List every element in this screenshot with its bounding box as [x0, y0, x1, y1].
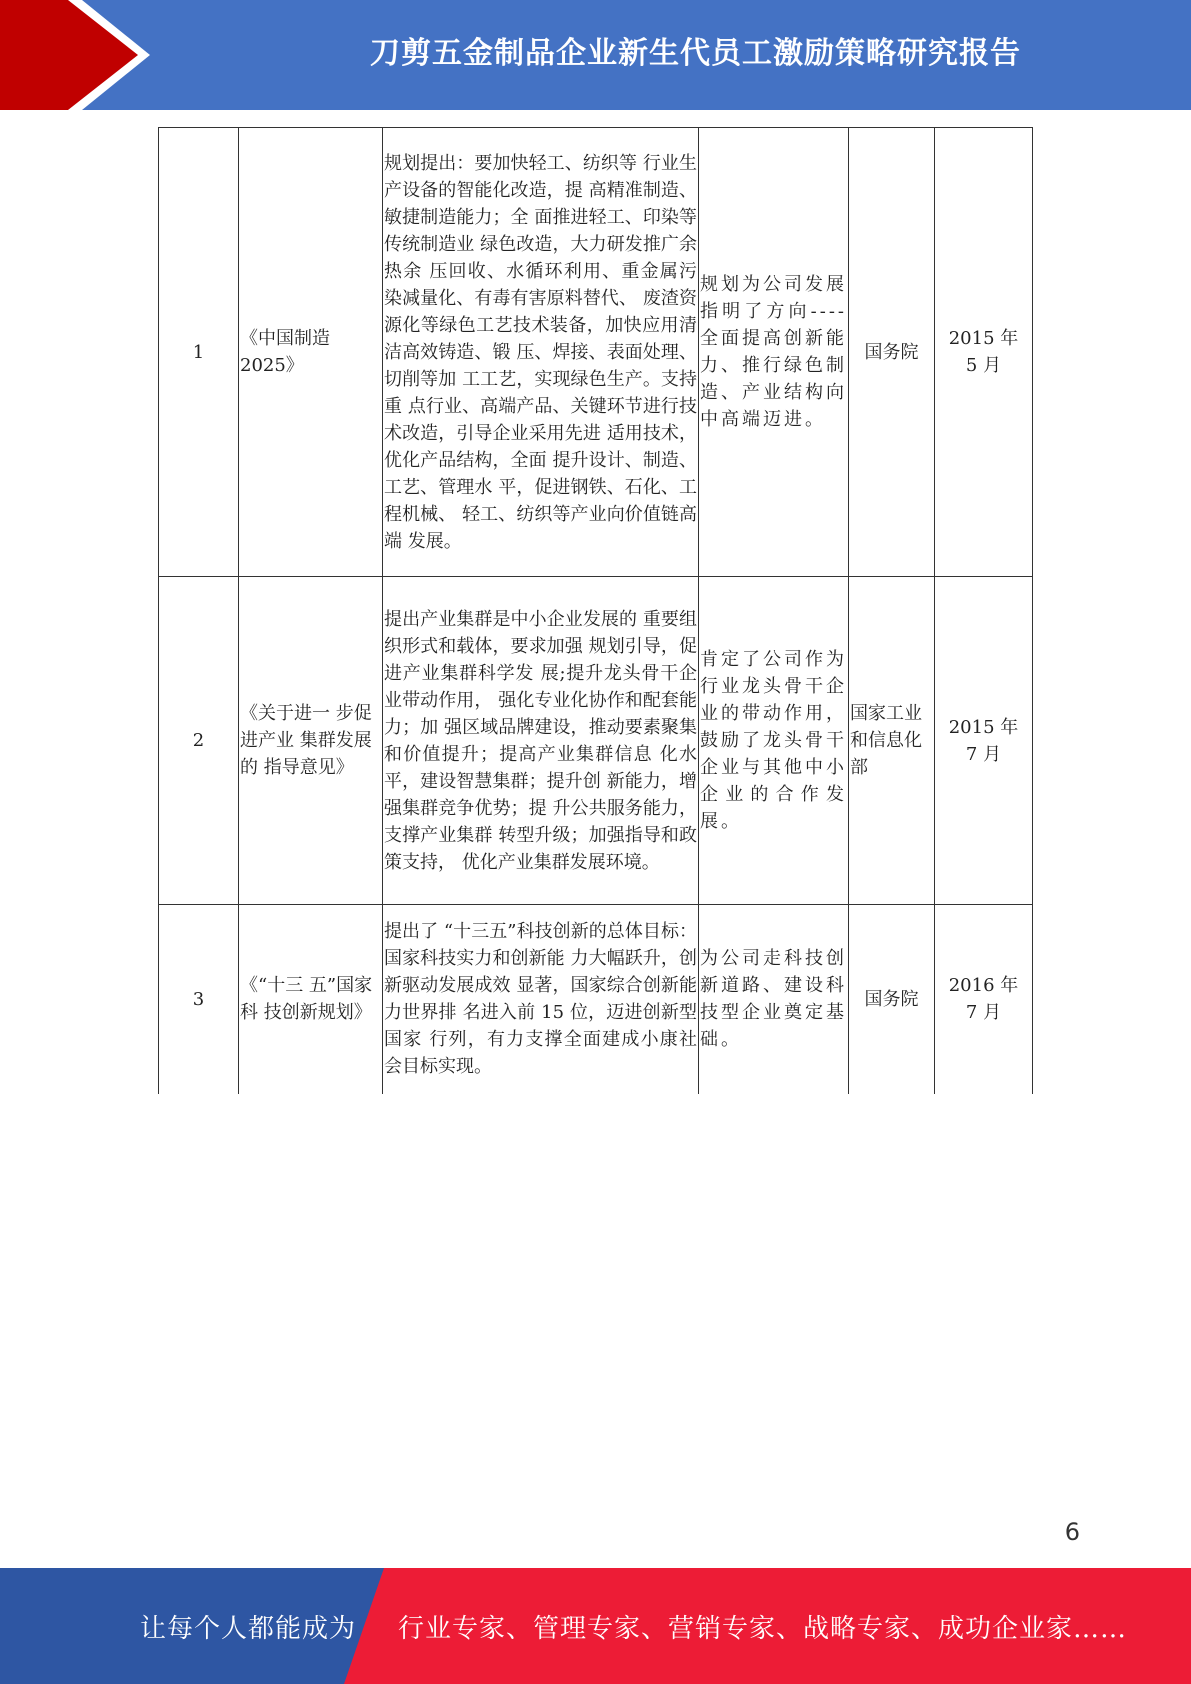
page-header — [0, 0, 1191, 110]
policy-date-year: 2015 年 — [948, 328, 1019, 349]
table-row — [159, 128, 1033, 577]
header-chevron-red — [0, 0, 138, 110]
policy-impact: 肯定了公司作为行业龙头骨干企业的带动作用，鼓励了龙头骨干企业与其他中小企业的合作发 展。 — [699, 577, 849, 905]
policy-date-month: 5 月 — [965, 355, 1002, 376]
footer-slogan-right: 行业专家、管理专家、营销专家、战略专家、成功企业家…… — [398, 1614, 1128, 1644]
page-number: 6 — [1064, 1518, 1080, 1546]
table-row — [159, 905, 1033, 1094]
table-row — [159, 577, 1033, 905]
policy-date-year: 2016 年 — [948, 975, 1019, 997]
document-title: 刀剪五金制品企业新生代员工激励策略研究报告 — [370, 36, 1021, 71]
policy-name: 《关于进一 步促进产业 集群发展的 指导意见》 — [239, 577, 383, 905]
footer-slogan-left: 让每个人都能成为 — [140, 1614, 357, 1644]
policy-date — [935, 905, 1033, 1094]
row-number: 1 — [159, 128, 239, 577]
policy-date-year: 2015 年 — [948, 716, 1019, 738]
policy-content: 规划提出：要加快轻工、纺织等 行业生产设备的智能化改造，提 高精准制造、敏捷制造能力；全 面推进轻工、印染等传统制造业 绿色改造，大力研发推广余热余 压回收、水循环利用、重金属污 染减量化、有毒有害原料替代、 废渣资源化等绿色工艺技术装备，加快应用清洁高效铸造、锻 压、焊接、表面处理、切削等加 工工艺，实现绿色生产。支持重 点行业、高端产品、关键环节进行技术改造，引导企业采用先进 适用技术，优化产品结构，全面 提升设计、制造、工艺、管理水 平，促进钢铁、石化、工程机械、 轻工、纺织等产业向价值链高端 发展。 — [383, 128, 699, 577]
row-number: 2 — [159, 577, 239, 905]
policy-table — [158, 127, 1033, 1094]
policy-content: 提出产业集群是中小企业发展的 重要组织形式和载体，要求加强 规划引导，促进产业集群科学发 展;提升龙头骨干企业带动作用， 强化专业化协作和配套能力；加 强区域品牌建设，推动要素聚集 和价值提升；提高产业集群信息 化水平，建设智慧集群；提升创 新能力，增强集群竞争优势；提 升公共服务能力，支撑产业集群 转型升级；加强指导和政策支持， 优化产业集群发展环境。 — [383, 577, 699, 905]
policy-date — [935, 128, 1033, 577]
policy-issuer: 国务院 — [849, 905, 935, 1094]
policy-name: 《“十三 五”国家科 技创新规划》 — [239, 905, 383, 1094]
policy-name: 《中国制造 2025》 — [239, 128, 383, 577]
row-number: 3 — [159, 905, 239, 1094]
policy-issuer: 国务院 — [849, 128, 935, 577]
page-footer — [0, 1568, 1191, 1684]
policy-date-month: 7 月 — [965, 743, 1002, 765]
policy-issuer: 国家工业和信息化部 — [849, 577, 935, 905]
policy-impact: 规划为公司发展指明了方向----全面提高创新能力、推行绿色制造、产业结构向中高端迈进。 — [699, 128, 849, 577]
policy-content: 提出了 “十三五”科技创新的总体目标：国家科技实力和创新能 力大幅跃升，创新驱动发展成效 显著，国家综合创新能力世界排 名进入前 15 位，迈进创新型国家 行列，有力支撑全面建成小康社 会目标实现。 — [383, 905, 699, 1094]
policy-date-month: 7 月 — [965, 1002, 1002, 1024]
policy-date — [935, 577, 1033, 905]
policy-impact: 为公司走科技创新道路、建设科技型企业奠定基础。 — [699, 905, 849, 1094]
